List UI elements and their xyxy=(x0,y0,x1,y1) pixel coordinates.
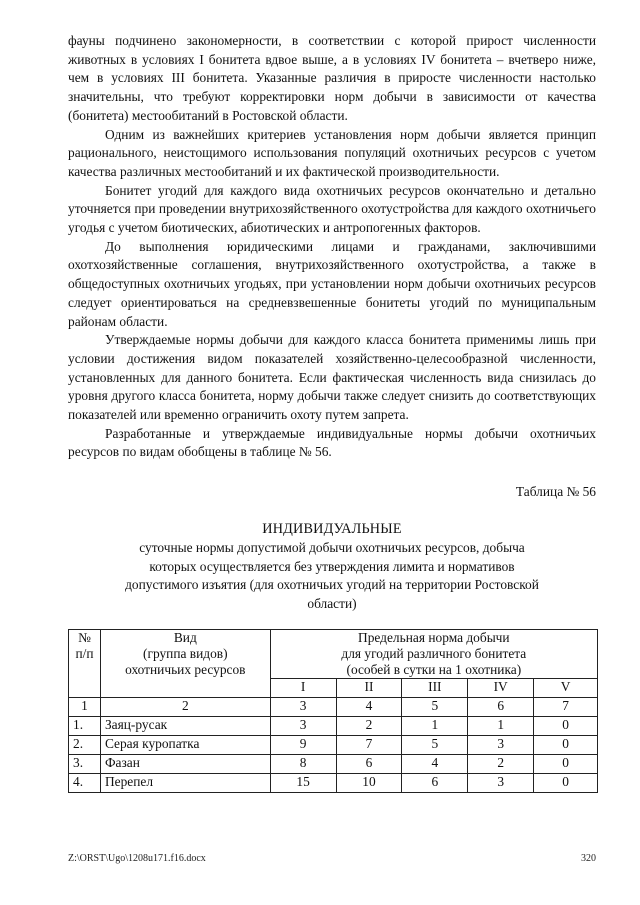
header-norm-line-3: (особей в сутки на 1 охотника) xyxy=(346,661,522,677)
row-value: 3 xyxy=(468,735,534,754)
bonitet-header: I xyxy=(270,678,336,697)
row-value: 1 xyxy=(468,716,534,735)
row-value: 15 xyxy=(270,773,336,792)
row-value: 2 xyxy=(468,754,534,773)
header-num-line-2: п/п xyxy=(75,645,94,661)
table-heading xyxy=(68,520,596,614)
bonitet-header: II xyxy=(336,678,402,697)
row-num: 3. xyxy=(69,754,101,773)
document-page xyxy=(68,32,596,793)
header-num xyxy=(69,629,101,697)
header-species xyxy=(100,629,270,697)
footer-file-path: Z:\ORST\Ugo\1208u171.f16.docx xyxy=(68,853,206,864)
header-species-line-2: (группа видов) xyxy=(143,645,228,661)
hunting-norms-table xyxy=(68,629,598,793)
paragraph-1: фауны подчинено закономерности, в соответствии с которой прирост численности животных в условиях I бонитета вдвое выше, а в условиях IV бонитета – вчетверо ниже, чем в условиях III бонитета. Указанные различия в приросте численности настолько значительны, что требуют корректировки норм добычи в зависимости от качества (бонитета) местообитаний в Ростовской области. xyxy=(68,33,596,123)
table-subtitle: суточные нормы допустимой добычи охотничьих ресурсов, добыча которых осуществляется без утверждения лимита и нормативов допустимого изъятия (для охотничьих угодий на территории Ростовской области) xyxy=(125,539,539,611)
row-num: 2. xyxy=(69,735,101,754)
header-norm-line-2: для угодий различного бонитета xyxy=(341,645,527,661)
header-norm-line-1: Предельная норма добычи xyxy=(358,629,510,645)
paragraph-2: Одним из важнейших критериев установления норм добычи является принцип рационального, неистощимого использования популяций охотничьих ресурсов с учетом качества различных местообитаний и их фактической производительности. xyxy=(68,126,596,179)
row-value: 7 xyxy=(336,735,402,754)
row-num: 4. xyxy=(69,773,101,792)
row-value: 0 xyxy=(534,773,598,792)
table-label: Таблица № 56 xyxy=(515,484,596,500)
index-cell: 2 xyxy=(100,697,270,716)
index-cell: 7 xyxy=(534,697,598,716)
index-cell: 4 xyxy=(336,697,402,716)
row-num: 1. xyxy=(69,716,101,735)
table-header-row xyxy=(69,629,598,678)
row-value: 0 xyxy=(534,735,598,754)
row-value: 0 xyxy=(534,754,598,773)
row-value: 4 xyxy=(402,754,468,773)
row-species-name: Серая куропатка xyxy=(100,735,270,754)
table-row xyxy=(69,716,598,735)
paragraph-3: Бонитет угодий для каждого вида охотничьих ресурсов окончательно и детально уточняется при проведении внутрихозяйственного охотустройства для каждого охотничьего угодья с учетом биотических, абиотических и антропогенных факторов. xyxy=(68,182,596,236)
table-row xyxy=(69,773,598,792)
header-species-line-3: охотничьих ресурсов xyxy=(125,661,246,677)
row-value: 1 xyxy=(402,716,468,735)
index-cell: 5 xyxy=(402,697,468,716)
index-cell: 6 xyxy=(468,697,534,716)
header-species-line-1: Вид xyxy=(173,629,197,645)
row-value: 8 xyxy=(270,754,336,773)
index-cell: 3 xyxy=(270,697,336,716)
paragraph-5: Утверждаемые нормы добычи для каждого класса бонитета применимы лишь при условии достижения видом показателей хозяйственно-целесообразной численности, установленных для данного бонитета. Если фактическая численность вида снизилась до уровня другого класса бонитета, норму добычи также следует снизить до соответствующих показателей или временно ограничить охоту путем запрета. xyxy=(68,332,596,423)
row-species-name: Перепел xyxy=(100,773,270,792)
row-value: 9 xyxy=(270,735,336,754)
row-value: 5 xyxy=(402,735,468,754)
row-value: 6 xyxy=(402,773,468,792)
header-norm xyxy=(270,629,597,678)
row-value: 3 xyxy=(468,773,534,792)
bonitet-header: III xyxy=(402,678,468,697)
row-value: 6 xyxy=(336,754,402,773)
paragraph-6: Разработанные и утверждаемые индивидуальные нормы добычи охотничьих ресурсов по видам обобщены в таблице № 56. xyxy=(68,425,596,460)
table-title: ИНДИВИДУАЛЬНЫЕ xyxy=(262,520,402,537)
table-row xyxy=(69,735,598,754)
row-species-name: Заяц-русак xyxy=(100,716,270,735)
paragraph-4: До выполнения юридическими лицами и гражданами, заключившими охотхозяйственные соглашения, внутрихозяйственного охотустройства, а также в общедоступных охотничьих угодьях, при установлении норм добычи охотничьих ресурсов следует ориентироваться на средневзвешенные бонитеты угодий по муниципальным районам области. xyxy=(68,238,596,329)
row-value: 10 xyxy=(336,773,402,792)
table-index-row xyxy=(69,697,598,716)
footer-page-number: 320 xyxy=(581,853,596,864)
bonitet-header: V xyxy=(534,678,598,697)
index-cell: 1 xyxy=(69,697,101,716)
header-num-line-1: № xyxy=(78,629,91,645)
row-species-name: Фазан xyxy=(100,754,270,773)
bonitet-header: IV xyxy=(468,678,534,697)
row-value: 3 xyxy=(270,716,336,735)
row-value: 0 xyxy=(534,716,598,735)
table-row xyxy=(69,754,598,773)
row-value: 2 xyxy=(336,716,402,735)
